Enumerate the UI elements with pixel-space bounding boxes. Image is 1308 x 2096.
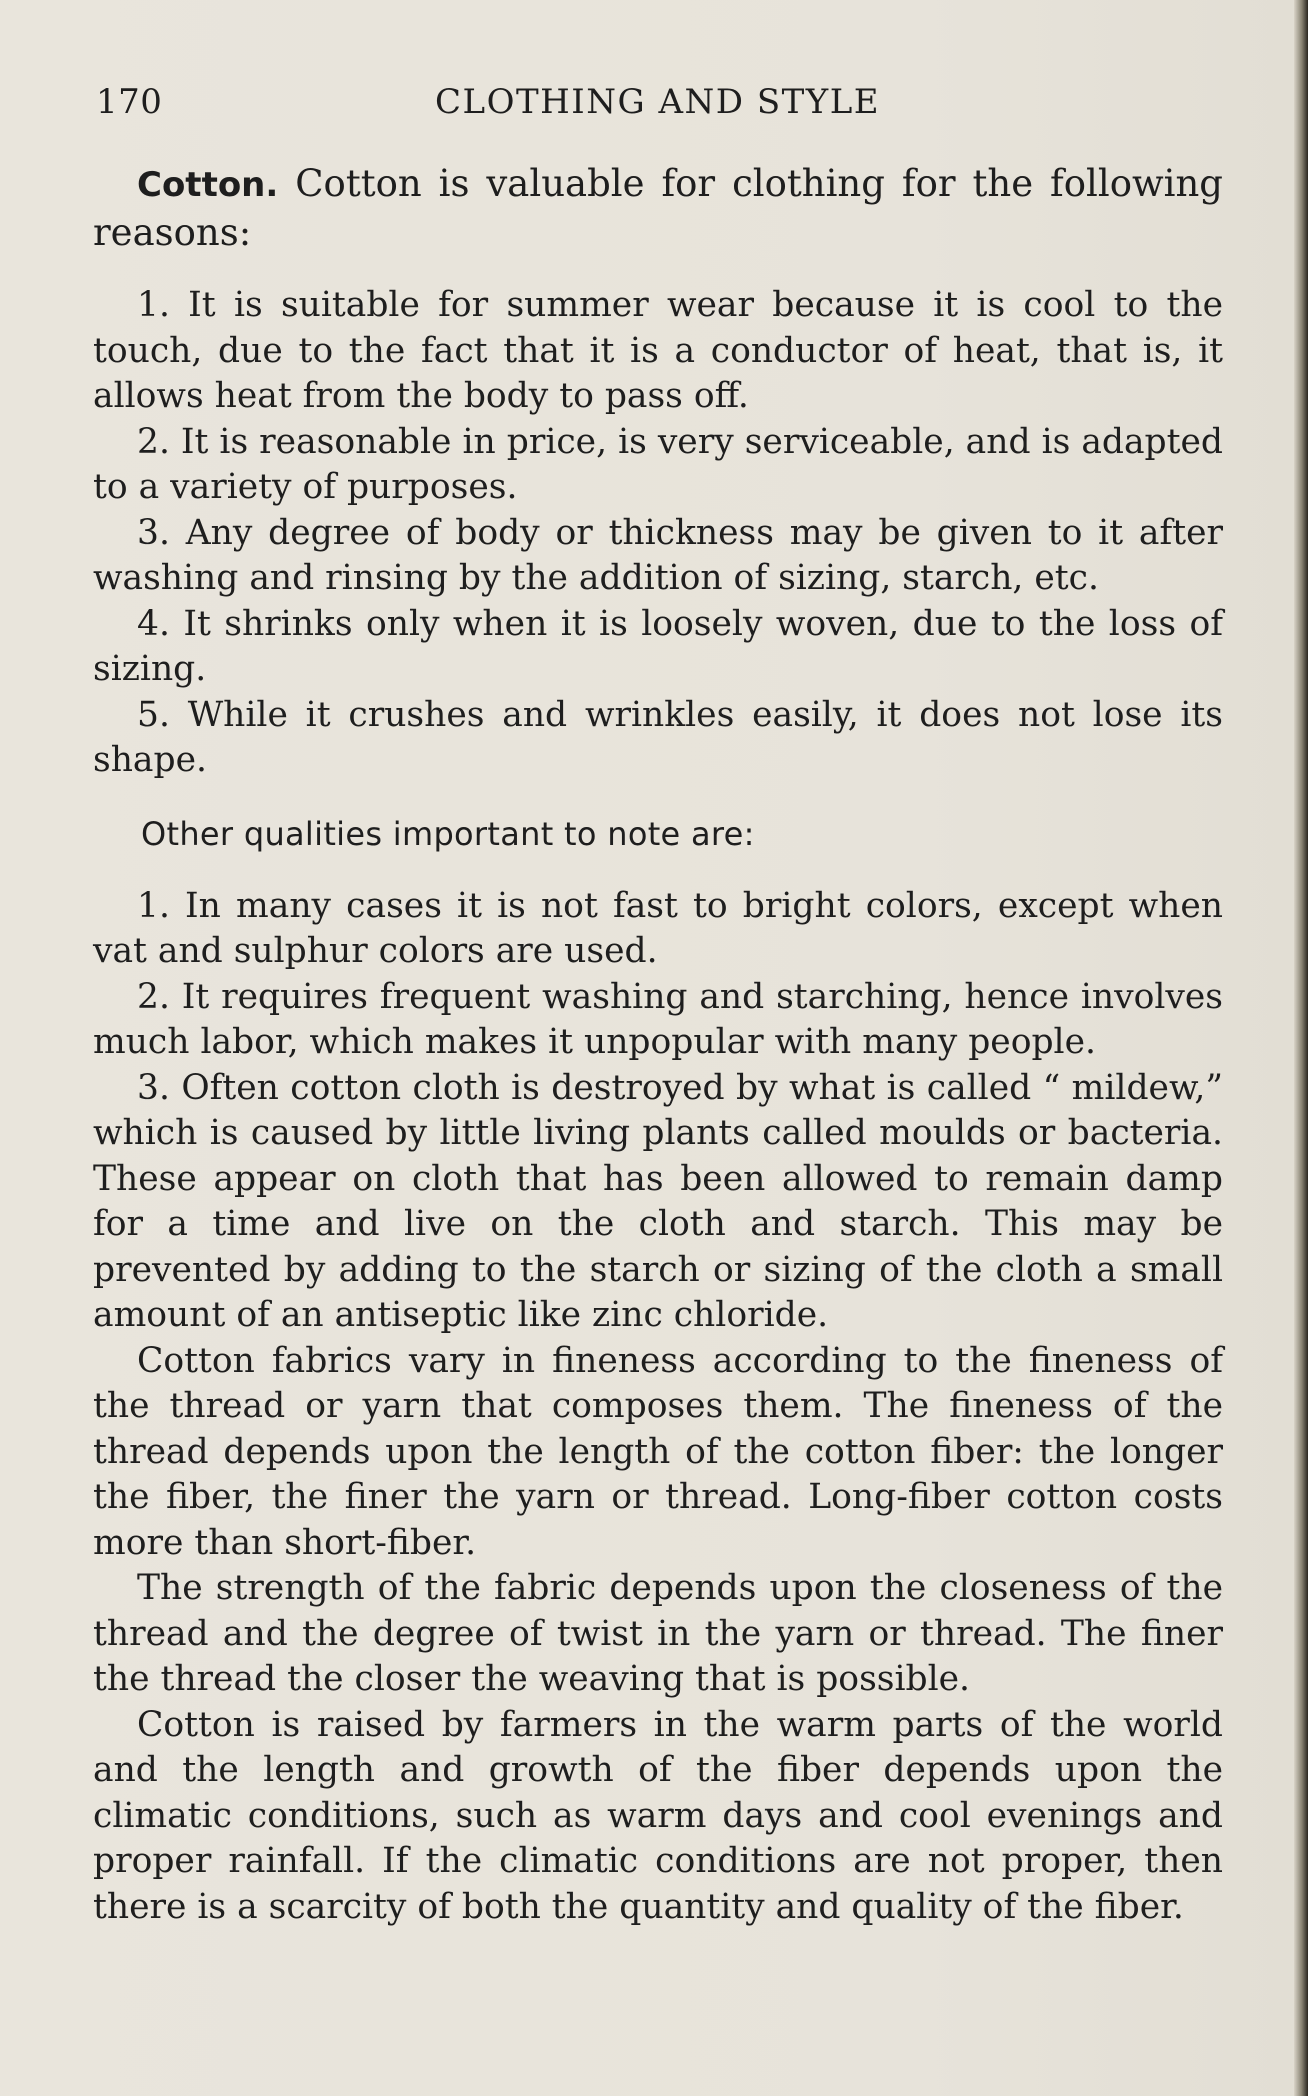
page-body (93, 160, 1223, 1930)
running-head: CLOTHING AND STYLE (435, 82, 881, 122)
reason-item: 1. It is suitable for summer wear because it is cool to the touch, due to the fact that it is a conductor of heat, that is, it allows heat from the body to pass off. (93, 285, 1223, 416)
page-edge-shadow (1294, 0, 1308, 2096)
quality-item: 1. In many cases it is not fast to bright colors, except when vat and sulphur colors are used. (93, 885, 1223, 971)
reason-item: 5. While it crushes and wrinkles easily, it does not lose its shape. (93, 694, 1223, 780)
page-number: 170 (96, 82, 163, 122)
quality-item: 2. It requires frequent washing and starching, hence involves much labor, which makes it unpopular with many people. (93, 976, 1223, 1062)
body-paragraph: Cotton is raised by farmers in the warm parts of the world and the length and growth of the fiber depends upon the climatic conditions, such as warm days and cool evenings and proper rainfall. If the climatic conditions are not proper, then there is a scarcity of both the quantity and quality of the fiber. (93, 1704, 1223, 1927)
reason-item: 3. Any degree of body or thickness may be given to it after washing and rinsing by the addition of sizing, starch, etc. (93, 512, 1223, 598)
subheading: Other qualities important to note are: (141, 814, 755, 853)
intro-paragraph (93, 160, 1223, 257)
page-header (96, 82, 1222, 132)
section-lead: Cotton. (137, 165, 279, 205)
intro-text: Cotton is valuable for clothing for the following reasons: (93, 162, 1223, 254)
reason-item: 4. It shrinks only when it is loosely woven, due to the loss of sizing. (93, 603, 1223, 689)
quality-item: 3. Often cotton cloth is destroyed by what is called “ mildew,” which is caused by little living plants called moulds or bacteria. These appear on cloth that has been allowed to remain damp for a time and live on the cloth and starch. This may be prevented by adding to the starch or sizing of the cloth a small amount of an antiseptic like zinc chloride. (93, 1067, 1223, 1335)
body-paragraph: Cotton fabrics vary in fineness according to the fineness of the thread or yarn that composes them. The fineness of the thread depends upon the length of the cotton fiber: the longer the fiber, the finer the yarn or thread. Long-fiber cotton costs more than short-fiber. (93, 1340, 1223, 1563)
body-paragraph: The strength of the fabric depends upon the closeness of the thread and the degree of twist in the yarn or thread. The finer the thread the closer the weaving that is possible. (93, 1568, 1223, 1699)
reason-item: 2. It is reasonable in price, is very serviceable, and is adapted to a variety of purposes. (93, 421, 1223, 507)
